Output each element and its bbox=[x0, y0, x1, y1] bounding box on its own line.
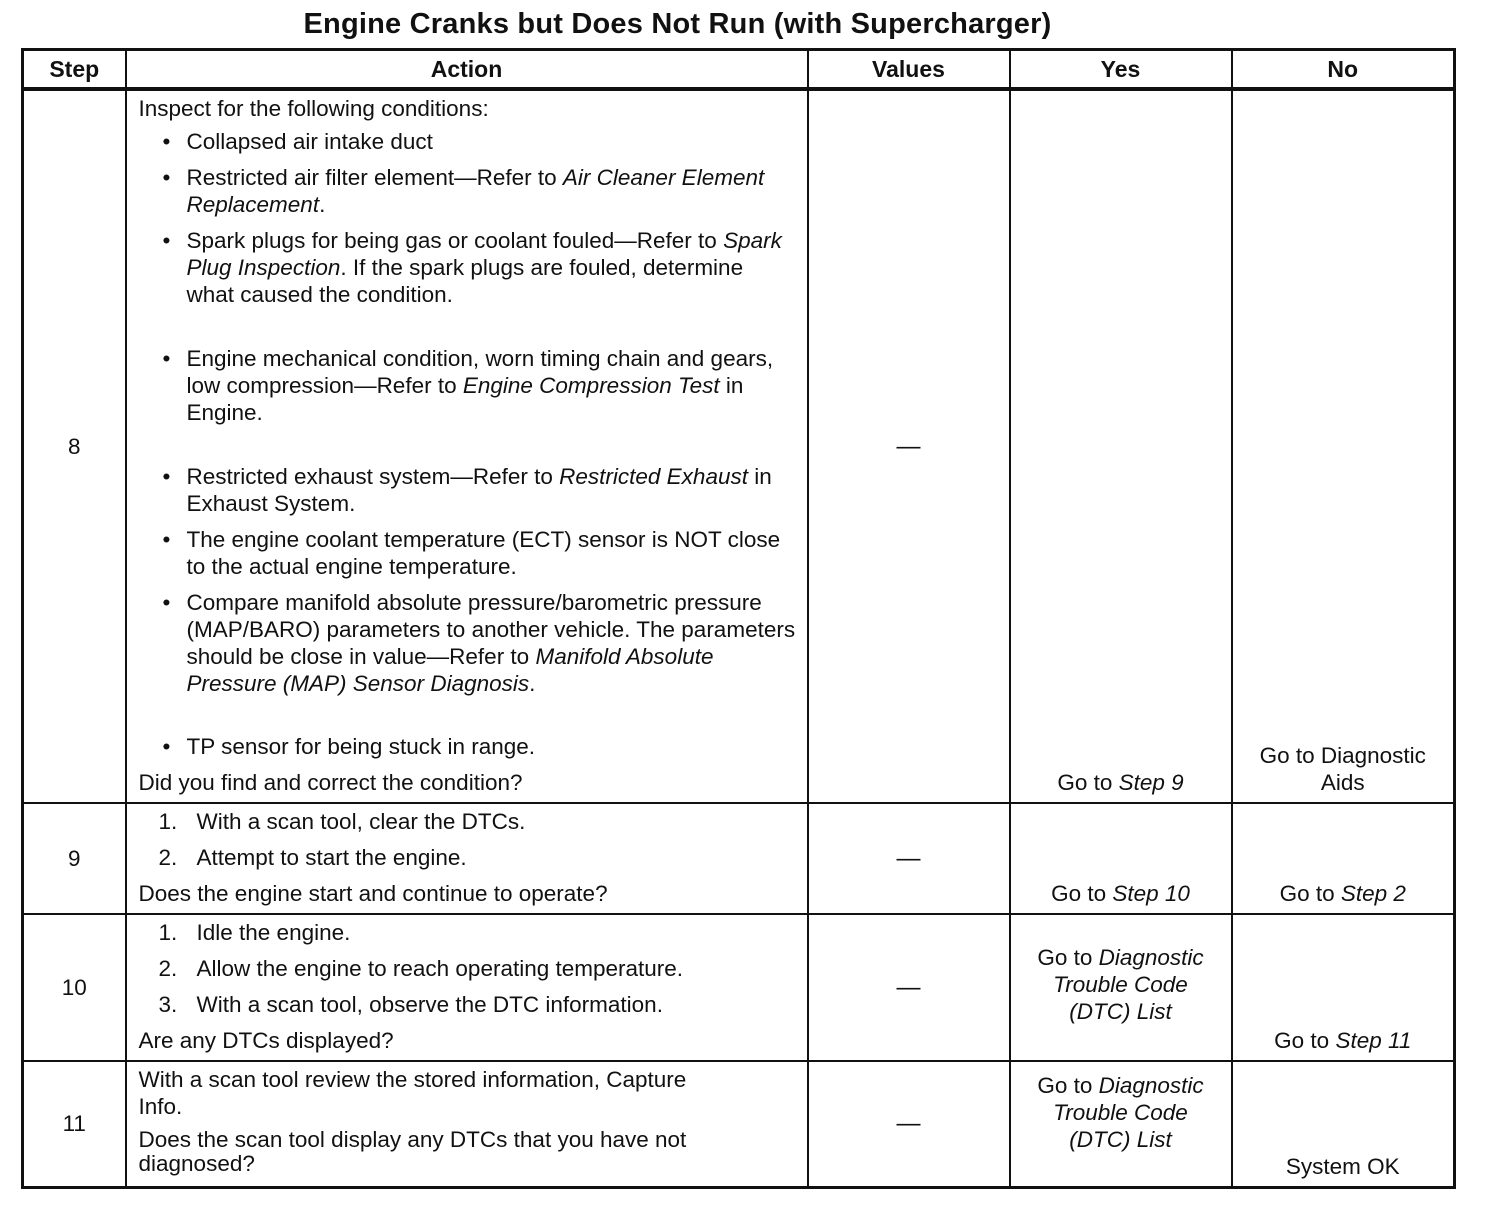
no-result: System OK bbox=[1285, 1153, 1400, 1179]
header-step: Step bbox=[23, 50, 126, 90]
condition-item: • The engine coolant temperature (ECT) sensor is NOT close to the actual engine temperature. bbox=[159, 526, 797, 580]
yes-result: Go to Diagnostic Trouble Code (DTC) List bbox=[1037, 1073, 1204, 1152]
step-number: 8 bbox=[23, 89, 126, 803]
condition-list bbox=[139, 128, 797, 760]
numbered-step: 2. Allow the engine to reach operating temperature. bbox=[158, 956, 684, 981]
no-cell bbox=[1232, 1061, 1455, 1187]
no-cell bbox=[1232, 89, 1455, 803]
table-row bbox=[23, 803, 1455, 914]
yes-result: Go to Step 10 bbox=[1051, 881, 1190, 906]
action-cell bbox=[126, 1061, 808, 1187]
yes-cell bbox=[1010, 914, 1232, 1061]
numbered-steps bbox=[139, 919, 797, 1018]
diagnostic-table bbox=[21, 48, 1456, 1189]
action-cell bbox=[126, 803, 808, 914]
condition-item: • Collapsed air intake duct bbox=[159, 128, 797, 155]
condition-item: • Compare manifold absolute pressure/barometric pressure (MAP/BARO) parameters to another vehicle. The parameters should be close in value—Refer to Manifold Absolute Pressure (MAP) Sensor Diagnosis. bbox=[159, 589, 797, 697]
header-action: Action bbox=[126, 50, 808, 90]
yes-cell bbox=[1010, 803, 1232, 914]
step-number: 11 bbox=[23, 1061, 126, 1187]
yes-cell bbox=[1010, 89, 1232, 803]
no-result: Go to Step 2 bbox=[1279, 881, 1406, 906]
numbered-steps bbox=[139, 808, 797, 871]
action-question: Are any DTCs displayed? bbox=[138, 1028, 394, 1053]
step-number: 10 bbox=[23, 914, 126, 1061]
numbered-step: 3. With a scan tool, observe the DTC information. bbox=[158, 992, 663, 1017]
step-number: 9 bbox=[23, 803, 126, 914]
condition-item: • Restricted exhaust system—Refer to Restricted Exhaust in Exhaust System. bbox=[159, 463, 797, 517]
values-cell bbox=[808, 803, 1010, 914]
values-cell bbox=[808, 1061, 1010, 1187]
values-dash: — bbox=[896, 1110, 921, 1138]
numbered-step: 1. With a scan tool, clear the DTCs. bbox=[158, 809, 526, 834]
header-values: Values bbox=[808, 50, 1010, 90]
yes-cell bbox=[1010, 1061, 1232, 1187]
action-question: Did you find and correct the condition? bbox=[138, 770, 523, 795]
table-row bbox=[23, 914, 1455, 1061]
table-header-row bbox=[23, 50, 1455, 90]
no-cell bbox=[1232, 914, 1455, 1061]
action-question: Does the scan tool display any DTCs that you have not diagnosed? bbox=[138, 1127, 687, 1176]
action-cell bbox=[126, 914, 808, 1061]
condition-item: • Spark plugs for being gas or coolant fouled—Refer to Spark Plug Inspection. If the spark plugs are fouled, determine what caused the condition. bbox=[159, 227, 797, 308]
header-yes: Yes bbox=[1010, 50, 1232, 90]
values-cell bbox=[808, 914, 1010, 1061]
yes-result: Go to Step 9 bbox=[1057, 770, 1184, 795]
action-intro: Inspect for the following conditions: bbox=[138, 96, 489, 121]
yes-result: Go to Diagnostic Trouble Code (DTC) List bbox=[1037, 945, 1204, 1024]
header-no: No bbox=[1232, 50, 1455, 90]
values-dash: — bbox=[896, 974, 921, 1001]
numbered-step: 2. Attempt to start the engine. bbox=[158, 845, 467, 870]
action-intro: With a scan tool review the stored information, Capture Info. bbox=[138, 1067, 687, 1119]
values-dash: — bbox=[896, 845, 921, 872]
no-result: Go to Step 11 bbox=[1274, 1028, 1412, 1053]
condition-item: • Engine mechanical condition, worn timing chain and gears, low compression—Refer to Engine Compression Test in Engine. bbox=[159, 345, 797, 426]
condition-item: • TP sensor for being stuck in range. bbox=[159, 733, 797, 760]
table-row bbox=[23, 89, 1455, 803]
action-question: Does the engine start and continue to operate? bbox=[138, 881, 608, 906]
condition-item: • Restricted air filter element—Refer to Air Cleaner Element Replacement. bbox=[159, 164, 797, 218]
table-row bbox=[23, 1061, 1455, 1187]
values-dash: — bbox=[896, 433, 921, 460]
action-cell bbox=[126, 89, 808, 803]
numbered-step: 1. Idle the engine. bbox=[158, 920, 351, 945]
no-cell bbox=[1232, 803, 1455, 914]
no-result: Go to Diagnostic Aids bbox=[1259, 743, 1426, 795]
values-cell bbox=[808, 89, 1010, 803]
page-title: Engine Cranks but Does Not Run (with Supercharger) bbox=[303, 8, 1052, 40]
